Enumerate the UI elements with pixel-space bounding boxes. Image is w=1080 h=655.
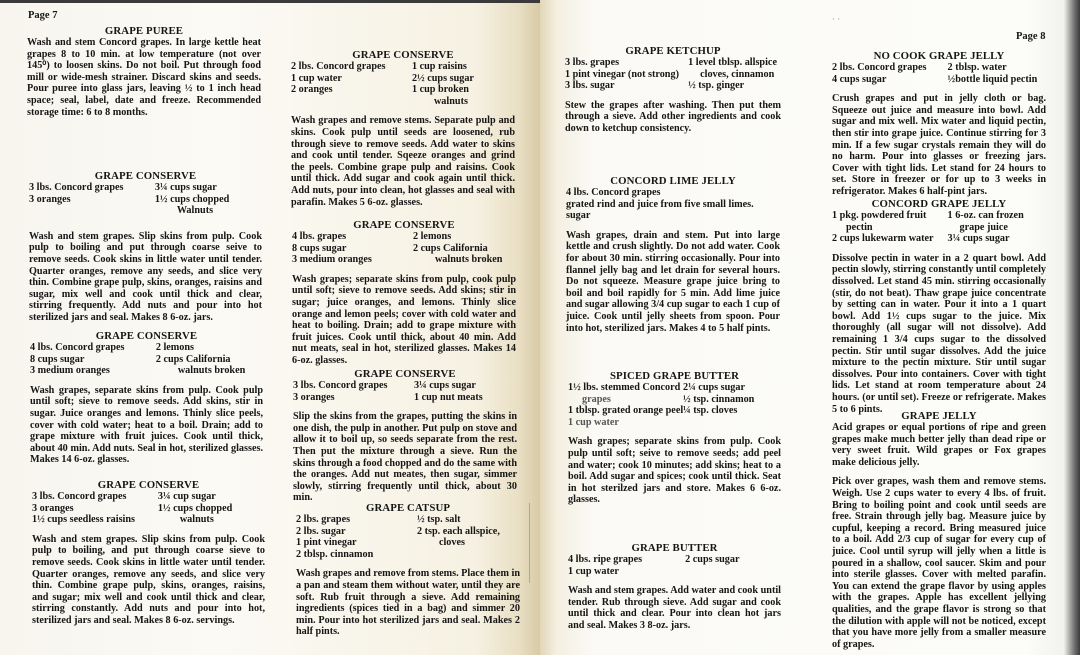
recipe-grape-catsup (296, 502, 520, 638)
recipe-concord-lime-jelly (566, 175, 780, 334)
binding-thread (529, 503, 530, 583)
recipe-intro: Acid grapes or equal portions of ripe and green grapes make much better jelly than dead ripe or very sweet fruit. Wild grapes or Fox grapes make delicious jelly. (832, 422, 1046, 468)
recipe-directions: Stew the grapes after washing. Then put them through a sieve. Add other ingredients and cook down to ketchup consistency. (565, 99, 781, 134)
ingredients (296, 514, 520, 560)
ingredient: 3 lbs. Concord grapes (32, 491, 127, 502)
ingredient: 3 medium oranges (30, 365, 110, 377)
recipe-grape-conserve-1 (29, 170, 262, 324)
recipe-directions: Wash grapes and remove from stems. Place them in a pan and steam them without water, until they are soft. Rub fruit through a sieve. Add remaining ingredients (spices tied in a bag) and simmer 20 min. Pour into hot sterilized jars and seal. Makes 2 half pints. (296, 568, 521, 638)
ingredient: 8 cups sugar (30, 353, 85, 365)
ingredient: 2 lemons (412, 231, 452, 242)
ingredient: 4 lbs. grapes (292, 231, 347, 242)
ingredient: 3 lbs. Concord grapes (293, 380, 388, 391)
recipe-title: GRAPE JELLY (901, 410, 977, 422)
ingredient: 8 cups sugar (292, 242, 347, 254)
ingredients (566, 187, 780, 222)
recipe-directions: Pick over grapes, wash them and remove stems. Weigh. Use 2 cups water to every 4 lbs. of fruit. Bring to boiling point and cook until seeds are free. Strain through jelly bag. Measure juice by cupful, keeping a record. Bring measured juice to a boil. Add 2/3 cup of sugar for every cup of juice. Cool until syrup will jelly when a little is poured in a shallow, cool saucer. Skim and pour into sterile glasses. Cover with melted parafin. You can extend the grape flavor by using apples with the grapes. Apple has excellent jellying qualities, and the grape flavor is strong so that the dilution with apple will not be noticed, except that you have more jelly from a smaller measure of grapes. (832, 476, 1046, 650)
ingredient: 2 tsp. each allspice, (416, 525, 500, 537)
recipe-grape-conserve-2 (30, 330, 263, 466)
ingredient: ½ tsp. salt (416, 514, 461, 525)
ingredient: pectin (846, 221, 873, 233)
ingredient: 3¼ cups sugar (413, 380, 476, 391)
recipe-title: CONCORD GRAPE JELLY (871, 198, 1007, 210)
ingredient: 2 cups California (155, 353, 231, 365)
ingredient: 2 lbs. sugar (296, 525, 346, 537)
recipe-directions: Crush grapes and put in jelly cloth or bag. Squeeze out juice and measure into bowl. Add sugar and mix well. Mix water and liquid pectin, then stir into grape juice. Continue stirring for 3 min. If a few sugar crystals remain they will do no harm. Pour into glasses or freezing jars. Cover with tight lids. Let stand for 24 hours to set. Store in freezer or for up to 3 weeks in refrigerator. Makes 6 half-pint jars. (832, 93, 1046, 197)
ingredient: 2 oranges (291, 84, 333, 96)
ingredient: 2 cups California (412, 242, 488, 254)
ingredient: 2 cups sugar (685, 554, 740, 565)
recipe-directions: Wash grapes, drain and stem. Put into large kettle and crush slightly. Do not add water. Cook for about 30 min. stirring occasionally. Pour into flannel jelly bag and let drain for several hours. Do not squeeze. Measure grape juice bring to boil and boil rapidly for 5 min. Add lime juice and sugar allowing 3/4 cup sugar to each 1 cup of juice. Cook until jelly sheets from spoon. Pour into hot, sterilized jars. Makes 4 to 5 half pints. (566, 229, 780, 334)
ingredient: cloves (438, 537, 465, 549)
ingredient: 1½ cups chopped (157, 502, 233, 514)
ingredient: 2 cups lukewarm water (832, 233, 934, 245)
ingredients (32, 491, 265, 526)
recipe-spiced-grape-butter (568, 370, 781, 506)
recipe-directions: Wash and stem grapes. Add water and cook until tender. Rub through sieve. Add sugar and cook until thick and clear. Pour into clean hot jars and seal. Makes 3 8-oz. jars. (568, 585, 781, 631)
recipe-title: GRAPE CONSERVE (94, 170, 197, 182)
recipe-title: GRAPE CONSERVE (97, 479, 200, 491)
ingredient: 1 pkg. powdered fruit (832, 210, 927, 221)
ingredient: walnuts broken (177, 365, 246, 377)
paper-speck: · · (832, 14, 841, 24)
ingredient: 3 oranges (32, 502, 74, 514)
ingredient: 1½ cups seedless raisins (32, 514, 136, 526)
page-number: Page 7 (28, 10, 58, 21)
recipe-title: GRAPE CONSERVE (95, 330, 198, 342)
ingredient: 2 lbs. Concord grapes (291, 61, 386, 72)
ingredient: grapes (582, 393, 611, 405)
ingredients (291, 61, 515, 107)
recipe-title: GRAPE CONSERVE (354, 368, 456, 380)
recipe-grape-conserve-4 (291, 49, 515, 208)
recipe-grape-conserve-6 (293, 368, 517, 504)
recipe-grape-conserve-5 (292, 219, 516, 367)
ingredient: cloves, cinnamon (700, 68, 775, 80)
ingredients (832, 62, 1046, 85)
ingredient: 1½ cups chopped (154, 193, 230, 205)
ingredient: walnuts (179, 514, 214, 526)
ingredient: 4 lbs. Concord grapes (566, 187, 661, 198)
ingredient: 1 cup nut meats (413, 391, 483, 403)
ingredients (568, 382, 781, 428)
ingredient: 3¼ cups sugar (947, 233, 1010, 245)
ingredient: 2 lbs. grapes (296, 514, 351, 525)
recipe-directions: Wash grapes, separate skins from pulp. Cook pulp until soft; sieve to remove seeds. Add skins, stir in sugar. Juice oranges and lemons. Thinly slice peels, cover with cold water; heat to a boil. Drain; add to grape mixture with fruit juices. Cook until thick, about 40 min. Add nuts. Seal in hot, sterilized glasses. Makes 14 6-oz. glasses. (30, 384, 263, 466)
recipe-title: GRAPE BUTTER (631, 542, 718, 554)
ingredient: 4 lbs. ripe grapes (568, 554, 643, 565)
recipe-grape-jelly (832, 410, 1046, 650)
ingredient: Walnuts (176, 205, 214, 217)
ingredient (29, 205, 155, 217)
ingredients (30, 342, 263, 377)
ingredient (291, 96, 412, 108)
recipe-title: NO COOK GRAPE JELLY (873, 50, 1005, 62)
recipe-directions: Wash and stem grapes. Slip skins from pulp. Cook pulp to boiling and put through coarse seive to remove seeds. Cook skins in little water until tender. Quarter oranges, remove any seeds, and slice very thin. Combine grape pulp, skins, oranges, raisins and sugar, mix well and cook until thick and clear, stirring frequently. Add nuts and pour into hot sterilized jars and seal. Makes 8 6-oz. jars. (29, 230, 262, 323)
ingredient: 2 lemons (155, 342, 195, 353)
ingredient: 2 tblsp. cinnamon (296, 548, 374, 560)
ingredient: ½ tsp. cinnamon (683, 393, 755, 405)
ingredient: 4 cups sugar (832, 73, 887, 85)
recipe-directions: Slip the skins from the grapes, putting the skins in one dish, the pulp in another. Put pulp on stove and allow it to boil up, so seeds separate from the rest. Then put the mixture through a sieve. Run the skins through a food chopped and do the same with the oranges. Add nut meates, then sugar, simmer slowly, stirring frequently until thick, about 30 min. (293, 411, 517, 504)
ingredient: 2¼ cups sugar (683, 382, 746, 393)
ingredient: 3 lbs. sugar (565, 80, 615, 92)
ingredient (685, 566, 781, 578)
ingredient: grape juice (959, 221, 1008, 233)
recipe-directions: Wash and stem grapes. Slip skins from pulp. Cook pulp to boiling, and put through coarse sieve to remove seeds. Cook skins in little water until tender. Quarter oranges, remove any seeds, and slice very thin. Combine grape pulp, skins, oranges, raisins, and sugar; mix well and cook until thick and clear, stirring constantly. Add nuts and pour into hot, sterilized jars and seal. Makes 8 6-oz. servings. (32, 533, 265, 626)
ingredient: ½bottle liquid pectin (947, 73, 1038, 85)
ingredient (683, 417, 781, 429)
recipe-directions: Wash and stem Concord grapes. In large kettle heat grapes 8 to 10 min. at low temperature (not over 145⁰) to loosen skins. Do not boil. Put through food mill or wide-mesh strainer. Discard skins and seeds. Pour puree into glass jars, leaving ½ to 1 inch head space; seal, label, date and freeze. Recommended storage time: 6 to 8 months. (27, 37, 261, 118)
ingredient: walnuts broken (434, 254, 503, 266)
recipe-directions: Wash grapes; separate skins from pulp. Cook pulp until soft; seive to remove seeds; add peel and water; cook 10 minutes; add skins; heat to a boil. Add sugar and spices; cook until thick. Seat in hot sterilzed jars and store. Makes 6 6-oz. glasses. (568, 436, 781, 506)
ingredient: 1½ lbs. stemmed Concord (568, 382, 681, 393)
recipe-grape-ketchup (565, 45, 781, 135)
ingredients (568, 554, 781, 577)
ingredient: 3 lbs. grapes (565, 57, 620, 68)
ingredient: 1 6-oz. can frozen (947, 210, 1024, 221)
recipe-directions: Wash grapes and remove stems. Separate pulp and skins. Cook pulp until seeds are loosened, rub through sieve to remove seeds. Add water to skins and cook until tender. Sqeeze oranges and grind the peels. Combine grape pulp and raisins. Cook until thick. Add sugar and cook again until thick. Add nuts, pour into clean, hot glasses and seal with parafin. Makes 5 6-oz. glasses. (291, 115, 515, 208)
ingredient: ¼ tsp. cloves (683, 405, 738, 417)
recipe-grape-puree (27, 25, 261, 118)
ingredient: 4 lbs. Concord grapes (30, 342, 125, 353)
ingredient: 1 tblsp. grated orange peel (568, 405, 684, 417)
ingredients (832, 210, 1046, 245)
ingredient: 3¼ cups sugar (154, 182, 217, 193)
recipe-no-cook-grape-jelly (832, 50, 1046, 198)
ingredient: sugar (566, 210, 591, 222)
ingredient: 2 lbs. Concord grapes (832, 62, 927, 73)
ingredient: 1 cup raisins (411, 61, 467, 72)
ingredient: 2 tblsp. water (947, 62, 1007, 73)
ingredient: 3 lbs. Concord grapes (29, 182, 124, 193)
ingredients (29, 182, 262, 217)
recipe-title: GRAPE KETCHUP (625, 45, 721, 57)
recipe-title: GRAPE PUREE (104, 25, 184, 37)
recipe-grape-butter (568, 542, 781, 632)
ingredient: grated rind and juice from five small limes. (566, 198, 754, 210)
ingredients (293, 380, 517, 403)
ingredients (565, 57, 781, 92)
recipe-grape-conserve-3 (32, 479, 265, 627)
recipe-title: GRAPE CONSERVE (353, 219, 455, 231)
ingredient: walnuts (433, 95, 468, 107)
ingredient: ½ tsp. ginger (688, 80, 745, 92)
recipe-directions: Wash grapes; separate skins from pulp, cook pulp until soft; sieve to remove seeds. Add skins; stir in sugar; juice oranges, and lemons. Thinly slice orange and lemon peels; cover with cold water and heat to boiling. Drain; add to grape mixture with fruit juices. Cook until thick, about 40 min. Add nut meats, seal in hot, sterilized glasses. Makes 14 6-oz. glasses. (292, 273, 516, 366)
ingredient: 1 pint vinegar (not strong) (565, 68, 679, 80)
page-number: Page 8 (1016, 31, 1046, 42)
ingredient (417, 549, 520, 561)
ingredient: 1 cup water (568, 565, 619, 577)
ingredient: 3 oranges (29, 193, 71, 205)
recipe-title: CONCORD LIME JELLY (610, 175, 736, 187)
ingredient: 3 oranges (293, 391, 335, 403)
ingredient: 2½ cups sugar (411, 72, 474, 84)
ingredients (292, 231, 516, 266)
ingredient: 3 medium oranges (292, 254, 372, 266)
ingredient: 1 level tblsp. allspice (688, 57, 777, 68)
ingredient: 1 pint vinegar (296, 537, 357, 549)
recipe-title: SPICED GRAPE BUTTER (609, 370, 740, 382)
recipe-title: GRAPE CONSERVE (352, 49, 454, 61)
ingredient: 1 cup water (291, 72, 342, 84)
ingredient: 1 cup water (568, 416, 619, 428)
recipe-title: GRAPE CATSUP (365, 502, 451, 514)
right-page (540, 0, 1080, 655)
recipe-directions: Dissolve pectin in water in a 2 quart bowl. Add pectin slowly, stirring constantly until completely dissolved. Let stand 45 min. stirring occasionally (stir, do not beat). Thaw grape juice concentrate by setting can in water. Pour it into a 1 quart bowl. Add 1½ cups sugar to the juice. Mix thoroughly (all sugar will not dissolve). Add remaining 1 3/4 cups sugar to the dissolved pectin. Stir until sugar dissolves. Add the juice mixture to the pectin mixture. Stir until sugar dissolves. Pour into containers. Cover with tight lids. Let stand at room temperature about 24 hours. (or until set). Freeze or refrigerate. Makes 5 to 6 pints. (832, 252, 1046, 415)
ingredient: 1 cup broken (411, 84, 469, 96)
ingredient: 3¼ cup sugar (157, 491, 216, 502)
recipe-concord-grape-jelly (832, 198, 1046, 415)
